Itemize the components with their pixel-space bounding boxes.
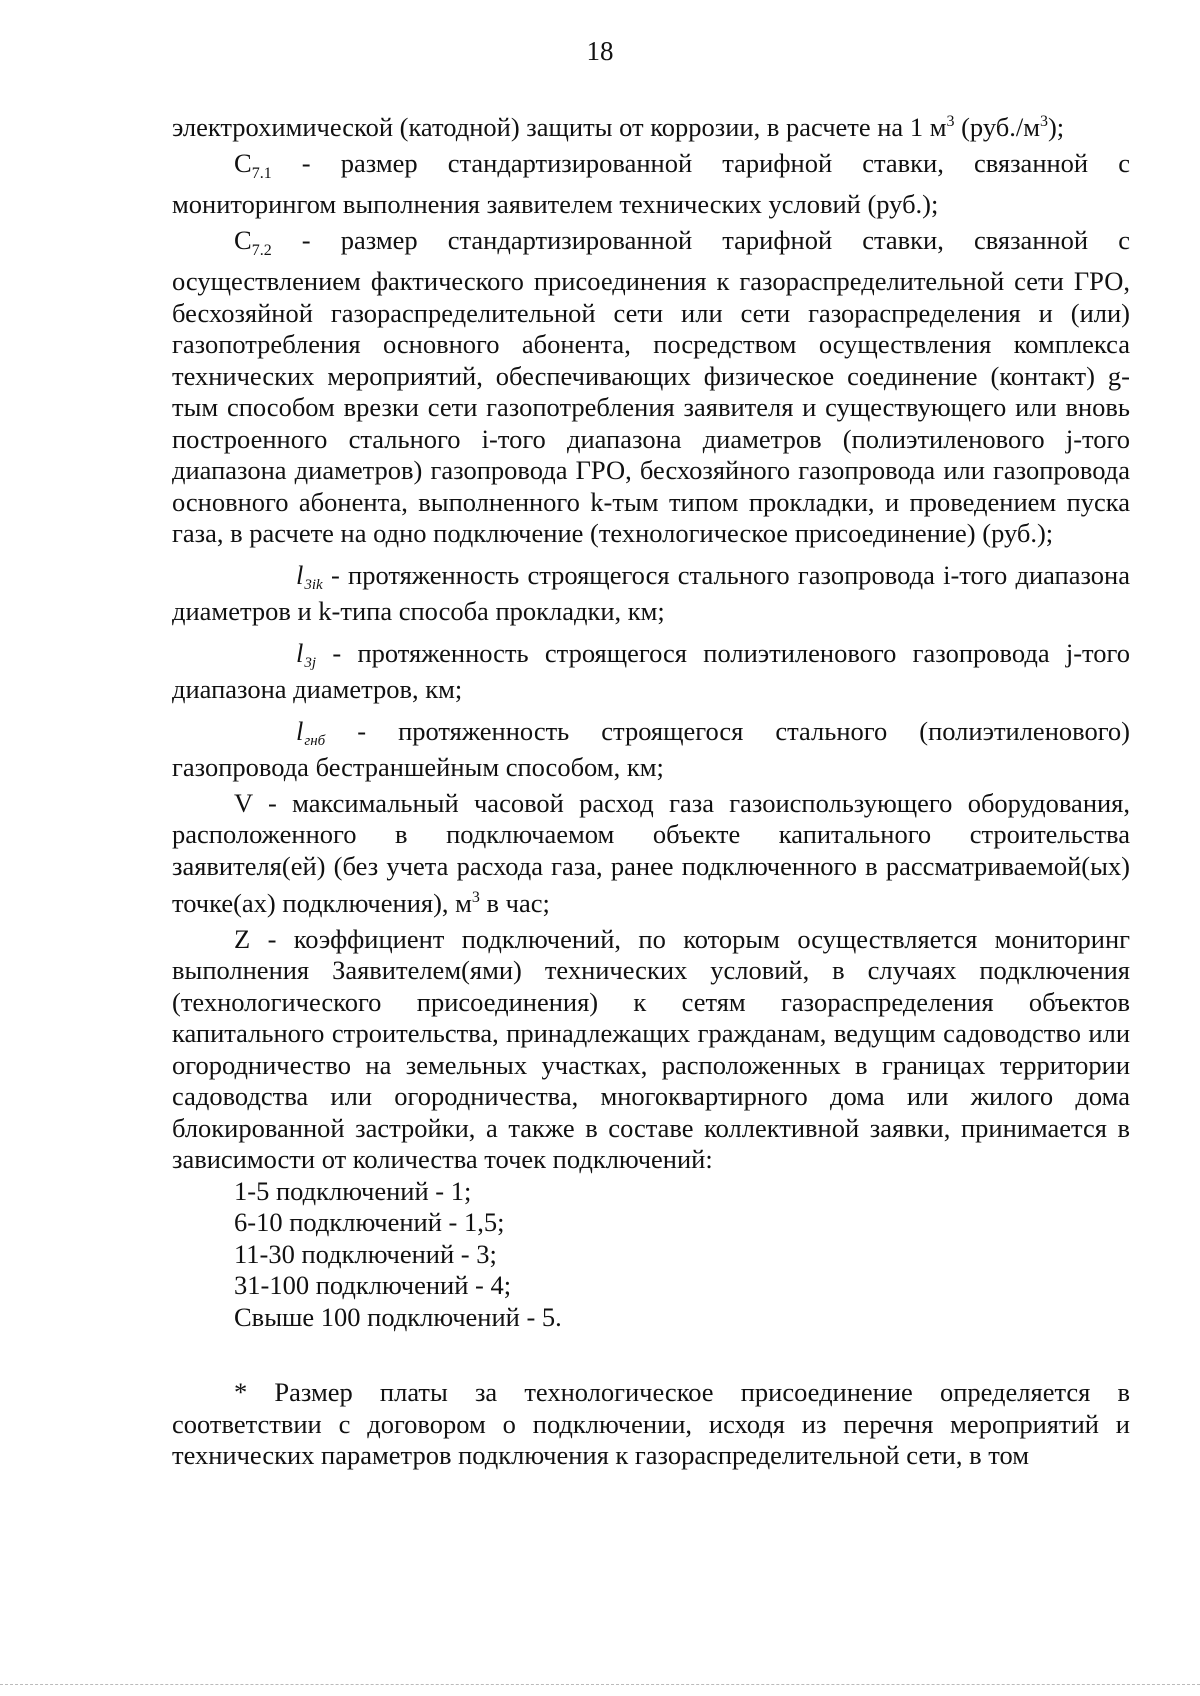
definition-text: - протяженность строящегося стального (полиэтиленового) газопровода бестраншейным способом, км;	[172, 715, 1130, 782]
symbol-subscript: 7.1	[251, 164, 272, 182]
document-body	[172, 106, 1130, 1472]
list-item: 11-30 подключений - 3;	[234, 1238, 497, 1269]
list-item: 6-10 подключений - 1,5;	[234, 1207, 505, 1237]
paragraph-text: электрохимической (катодной) защиты от коррозии, в расчете на 1 м	[172, 112, 947, 142]
footnote: * Размер платы за технологическое присоединение определяется в соответствии с договором о подключении, исходя из перечня мероприятий и технических параметров подключения к газораспределительной сети, в том	[172, 1377, 1130, 1470]
list-item: 1-5 подключений - 1;	[234, 1175, 472, 1206]
paragraph-text: );	[1047, 112, 1065, 142]
coefficient-list	[234, 1176, 1130, 1334]
definition-c72	[172, 225, 1130, 550]
symbol: С	[234, 224, 252, 255]
superscript: 3	[471, 889, 480, 906]
superscript: 3	[1039, 113, 1048, 130]
symbol-letter: l	[296, 715, 304, 746]
list-item: Свыше 100 подключений - 5.	[234, 1301, 562, 1332]
definition-l3ik	[172, 560, 1130, 628]
definition-text: V - максимальный часовой расход газа газоиспользующего оборудования, расположенного в подключаемом объекте капитального строительства заявителя(ей) (без учета расхода газа, ранее подключенного в рассматриваемой(ых) точке(ах) подключения), м	[172, 787, 1130, 918]
definition-lgnb	[172, 716, 1130, 784]
symbol: С	[234, 147, 252, 178]
definition-z	[172, 924, 1130, 1176]
superscript: 3	[946, 113, 955, 130]
definition-text: - размер стандартизированной тарифной ставки, связанной с мониторингом выполнения заявителем технических условий (руб.);	[172, 147, 1130, 219]
symbol-subscript: 3j	[304, 654, 317, 671]
symbol	[234, 560, 323, 597]
definition-text: - протяженность строящегося полиэтиленового газопровода j-того диапазона диаметров, км;	[172, 637, 1130, 704]
definition-c71	[172, 148, 1130, 221]
symbol-subscript: 3ik	[304, 576, 323, 593]
symbol-letter: l	[296, 559, 304, 590]
definition-v	[172, 788, 1130, 920]
definition-text: в час;	[479, 888, 550, 918]
definition-l3j	[172, 638, 1130, 706]
definition-text: Z - коэффициент подключений, по которым осуществляется мониторинг выполнения Заявителем(ями) технических условий, в случаях подключения (технологического присоединения) к сетям газораспределения объектов капитального строительства, принадлежащих гражданам, ведущим садоводство или огородничество на земельных участках, расположенных в границах территории садоводства или огородничества, многоквартирного дома или жилого дома блокированной застройки, а также в составе коллективной заявки, принимается в зависимости от количества точек подключений:	[172, 923, 1130, 1174]
definition-text: - размер стандартизированной тарифной ставки, связанной с осуществлением фактического присоединения к газораспределительной сети ГРО, бесхозяйной газораспределительной сети или сети газораспределения и (или) газопотребления основного абонента, посредством осуществления комплекса технических мероприятий, обеспечивающих физическое соединение (контакт) g-тым способом врезки сети газопотребления заявителя и существующего или вновь построенного стального i-того диапазона диаметров (полиэтиленового j-того диапазона диаметров) газопровода ГРО, бесхозяйного газопровода или газопровода основного абонента, выполненного k-тым типом прокладки, и проведением пуска газа, в расчете на одно подключение (технологическое присоединение) (руб.);	[172, 224, 1130, 548]
symbol-subscript: гнб	[304, 732, 326, 749]
scan-edge-line	[0, 1684, 1200, 1686]
definition-text: - протяженность строящегося стального газопровода i-того диапазона диаметров и k-типа способа прокладки, км;	[172, 559, 1130, 626]
symbol-letter: l	[296, 637, 304, 668]
paragraph-text: (руб./м	[954, 112, 1040, 142]
symbol	[234, 638, 316, 675]
page-number: 18	[586, 36, 614, 66]
symbol	[234, 716, 325, 753]
list-item: 31-100 подключений - 4;	[234, 1270, 512, 1300]
paragraph-cathodic-protection	[172, 106, 1130, 144]
symbol-subscript: 7.2	[251, 241, 272, 259]
